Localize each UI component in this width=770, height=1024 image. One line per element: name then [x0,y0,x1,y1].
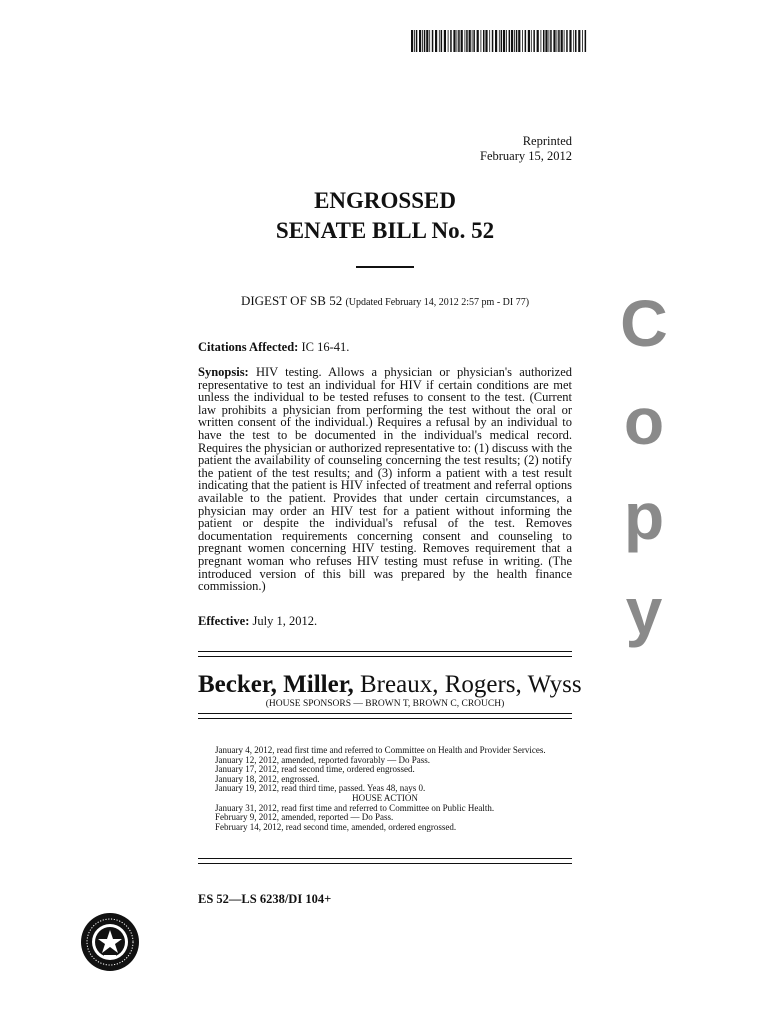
barcode-bar [458,30,460,52]
barcode-bar [444,30,446,52]
senate-action: January 4, 2012, read first time and referred to Committee on Health and Provider Services. [215,745,546,755]
barcode-bar [575,30,577,52]
barcode-bar [518,30,520,52]
barcode-bar [495,30,497,52]
barcode-bar [429,30,430,52]
synopsis [198,366,572,593]
barcode-bar [533,30,535,52]
barcode-bar [550,30,552,52]
barcode-bar [582,30,583,52]
barcode-bar [492,30,494,52]
barcode-bar [424,30,426,52]
senate-action: January 19, 2012, read third time, passed. Yeas 48, nays 0. [215,783,426,794]
barcode-bar [453,30,455,52]
copy-watermark-o: o [623,384,665,458]
barcode-bar [585,30,587,52]
barcode-bar [450,30,452,52]
effective-value: July 1, 2012. [252,614,318,628]
barcode-bar [573,30,574,52]
house-action: February 9, 2012, amended, reported — Do Pass. [215,812,394,823]
synopsis-text: HIV testing. Allows a physician or physician's authorized representative to test an individual for HIV if certain conditions are met unless the individual to be tested refuses to consent to the test. (Current law prohibits a physician from performing the test without the oral or written consent of the individual.) Requires a refusal by an individual to have the test to be documented in the individual's medical record. Requires the physician or authorized representative to: (1) discuss with the patient the availability of counseling concerning the test results; (2) notify the patient of the test results; and (3) inform a patient with a test result indicating that the patient is HIV infected of treatment and referral options available to the patient. Provides that under certain circumstances, a physician may order an HIV test for a patient without informing the patient or despite the individual's refusal of the test. Removes documentation requirements concerning consent and counseling to pregnant women concerning HIV testing. Removes requirement that a pregnant woman who refuses HIV testing must refuse in writing. (The introduced version of this bill was prepared by the health finance commission.) [198,365,572,594]
title-divider [356,266,414,268]
sponsors-rule-bottom [198,713,572,714]
barcode-bar [537,30,539,52]
barcode-bar [543,30,545,52]
house-action-heading: HOUSE ACTION [352,792,418,803]
bill-title-line1: ENGROSSED [314,188,456,213]
reprinted-date: February 15, 2012 [480,149,572,163]
barcode-bar [561,30,563,52]
sponsors-rule-top2 [198,656,572,657]
barcode-bar [531,30,532,52]
barcode-bar [422,30,423,52]
barcode-bar [469,30,471,52]
barcode-bar [485,30,487,52]
barcode-bar [473,30,475,52]
barcode-bar [448,30,449,52]
copy-watermark-y: y [625,574,663,648]
barcode-bar [481,30,482,52]
barcode-bar [528,30,530,52]
barcode-bar [553,30,555,52]
barcode-bar [426,30,428,52]
actions-rule-bottom [198,858,572,859]
barcode-bar [503,30,505,52]
barcode-bar [506,30,507,52]
citations-affected [198,341,572,354]
synopsis-label: Synopsis: [198,365,249,379]
senate-sponsors [198,671,582,699]
barcode-bar [435,30,437,52]
barcode-bar [472,30,473,52]
barcode-bar [509,30,511,52]
barcode-bar [525,30,527,52]
barcode-bar [465,30,466,52]
barcode-bar [411,30,413,52]
barcode-bar [566,30,568,52]
copy-watermark-p: p [623,479,665,553]
barcode-bar [461,30,463,52]
digest-main: DIGEST OF SB 52 [240,293,343,308]
barcode-bar [466,30,468,52]
citations-label: Citations Affected: [198,340,299,354]
effective-date [198,615,572,628]
barcode-bar [501,30,503,52]
copy-watermark-c: C [620,286,668,360]
reprinted-label: Reprinted [522,134,572,148]
barcode-bar [549,30,550,52]
digest-updated: (Updated February 14, 2012 2:57 pm - DI 77) [345,297,530,308]
co-sponsors: Breaux, Rogers, Wyss [360,671,582,698]
digest-heading [198,293,572,309]
house-sponsors: (HOUSE SPONSORS — BROWN T, BROWN C, CROUCH) [265,699,505,709]
barcode-bar [564,30,565,52]
barcode-bar [419,30,421,52]
barcode-bar [477,30,479,52]
effective-label: Effective: [198,614,250,628]
house-action: January 31, 2012, read first time and referred to Committee on Public Health. [215,802,495,813]
citations-value: IC 16-41. [301,340,350,354]
barcode-bar [569,30,571,52]
bill-identifier: ES 52—LS 6238/DI 104+ [198,892,332,906]
house-action: February 14, 2012, read second time, amended, ordered engrossed. [215,821,457,832]
barcode-bar [489,30,490,52]
barcode-bar [516,30,518,52]
barcode-bar [441,30,443,52]
actions-rule-bottom2 [198,863,572,864]
senate-action: January 12, 2012, amended, reported favorably — Do Pass. [215,754,430,765]
senate-action: January 18, 2012, engrossed. [215,773,320,784]
barcode-bar [457,30,458,52]
barcode-bar [522,30,523,52]
barcode-bar [578,30,580,52]
barcode-bar [511,30,513,52]
barcode-bar [416,30,418,52]
barcode [411,30,589,52]
senate-action: January 17, 2012, read second time, ordered engrossed. [215,764,415,775]
barcode-bar [483,30,485,52]
barcode-bar [514,30,515,52]
barcode-bar [545,30,547,52]
primary-sponsors: Becker, Miller, [198,671,354,698]
legislative-actions [198,746,572,832]
bill-title-line2: SENATE BILL No. 52 [275,218,495,243]
state-seal-icon [80,912,140,972]
barcode-bar [557,30,558,52]
sponsors-rule-bottom2 [198,718,572,719]
barcode-bar [499,30,500,52]
barcode-bar [541,30,542,52]
barcode-bar [439,30,440,52]
barcode-bar [414,30,415,52]
sponsors-rule-top [198,651,572,652]
barcode-bar [432,30,434,52]
barcode-bar [558,30,560,52]
